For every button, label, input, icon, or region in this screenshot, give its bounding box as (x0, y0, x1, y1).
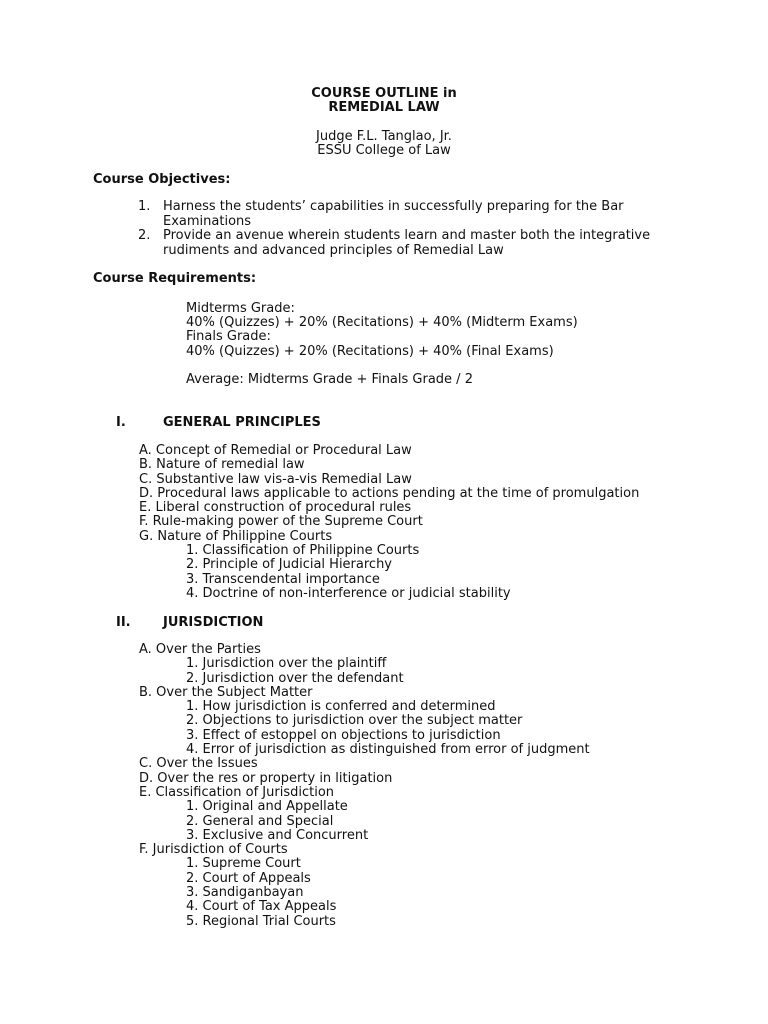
outline-subitem: 3. Effect of estoppel on objections to jurisdiction (186, 727, 501, 743)
outline-item: A. Concept of Remedial or Procedural Law (139, 443, 412, 458)
school-line: ESSU College of Law (317, 143, 451, 158)
outline-subitem: 2. Objections to jurisdiction over the subject matter (186, 713, 523, 729)
outline-item: F. Rule-making power of the Supreme Court (139, 514, 423, 530)
outline-subitem: 1. Classification of Philippine Courts (186, 543, 420, 559)
finals-label: Finals Grade: (186, 329, 271, 345)
outline-subitem: 2. Principle of Judicial Hierarchy (186, 557, 393, 573)
outline-item: B. Over the Subject Matter (139, 684, 313, 700)
finals-formula: 40% (Quizzes) + 20% (Recitations) + 40% (Final Exams) (186, 343, 554, 359)
outline-subitem: 4. Court of Tax Appeals (186, 899, 337, 915)
objective-number: 1. (138, 199, 151, 214)
outline-item: F. Jurisdiction of Courts (139, 842, 288, 858)
outline-subitem: 4. Error of jurisdiction as distinguished from error of judgment (186, 742, 590, 758)
outline-item: C. Over the Issues (139, 756, 258, 772)
outline-subitem: 2. Jurisdiction over the defendant (186, 670, 404, 686)
section-outline-list (139, 643, 590, 929)
outline-item: E. Classification of Jurisdiction (139, 784, 335, 800)
outline-item: G. Nature of Philippine Courts (139, 528, 333, 544)
section-title: JURISDICTION (163, 615, 264, 630)
outline-subitem: 1. Supreme Court (186, 856, 301, 872)
objective-number: 2. (138, 228, 151, 243)
outline-item: B. Nature of remedial law (139, 457, 305, 473)
outline-subitem: 3. Transcendental importance (186, 571, 380, 587)
average-formula: Average: Midterms Grade + Finals Grade / 2 (186, 371, 473, 387)
outline-item: C. Substantive law vis-a-vis Remedial Law (139, 471, 412, 487)
outline-subitem: 5. Regional Trial Courts (186, 913, 336, 929)
section-heading (116, 416, 321, 430)
outline-item: D. Procedural laws applicable to actions pending at the time of promulgation (139, 485, 640, 501)
section-number: II. (116, 615, 131, 630)
outline-subitem: 4. Doctrine of non-interference or judicial stability (186, 585, 511, 601)
outline-subitem: 3. Sandiganbayan (186, 885, 304, 901)
outline-subitem: 3. Exclusive and Concurrent (186, 827, 369, 843)
requirements-block (186, 302, 578, 387)
midterms-formula: 40% (Quizzes) + 20% (Recitations) + 40% (Midterm Exams) (186, 315, 578, 331)
section-outline-list (139, 444, 639, 601)
outline-subitem: 1. Jurisdiction over the plaintiff (186, 656, 387, 672)
requirements-heading: Course Requirements: (93, 271, 257, 286)
outline-subitem: 2. Court of Appeals (186, 870, 311, 886)
objectives-heading: Course Objectives: (93, 172, 231, 187)
title-line-2: REMEDIAL LAW (328, 100, 440, 115)
objective-text: Harness the students’ capabilities in successfully preparing for the Bar Examinations (163, 199, 624, 229)
objective-text: Provide an avenue wherein students learn and master both the integrative rudiments and advanced principles of Remedial Law (163, 228, 651, 258)
outline-item: A. Over the Parties (139, 642, 261, 657)
section-number: I. (116, 415, 126, 430)
section-title: GENERAL PRINCIPLES (163, 415, 321, 430)
outline-subitem: 1. Original and Appellate (186, 799, 348, 815)
author-line: Judge F.L. Tanglao, Jr. (316, 129, 452, 144)
title-line-1: COURSE OUTLINE in (311, 86, 457, 101)
outline-subitem: 1. How jurisdiction is conferred and determined (186, 699, 496, 715)
outline-item: E. Liberal construction of procedural rules (139, 500, 412, 516)
midterms-label: Midterms Grade: (186, 301, 295, 316)
section-heading (116, 616, 263, 630)
outline-item: D. Over the res or property in litigation (139, 770, 393, 786)
outline-subitem: 2. General and Special (186, 813, 334, 829)
